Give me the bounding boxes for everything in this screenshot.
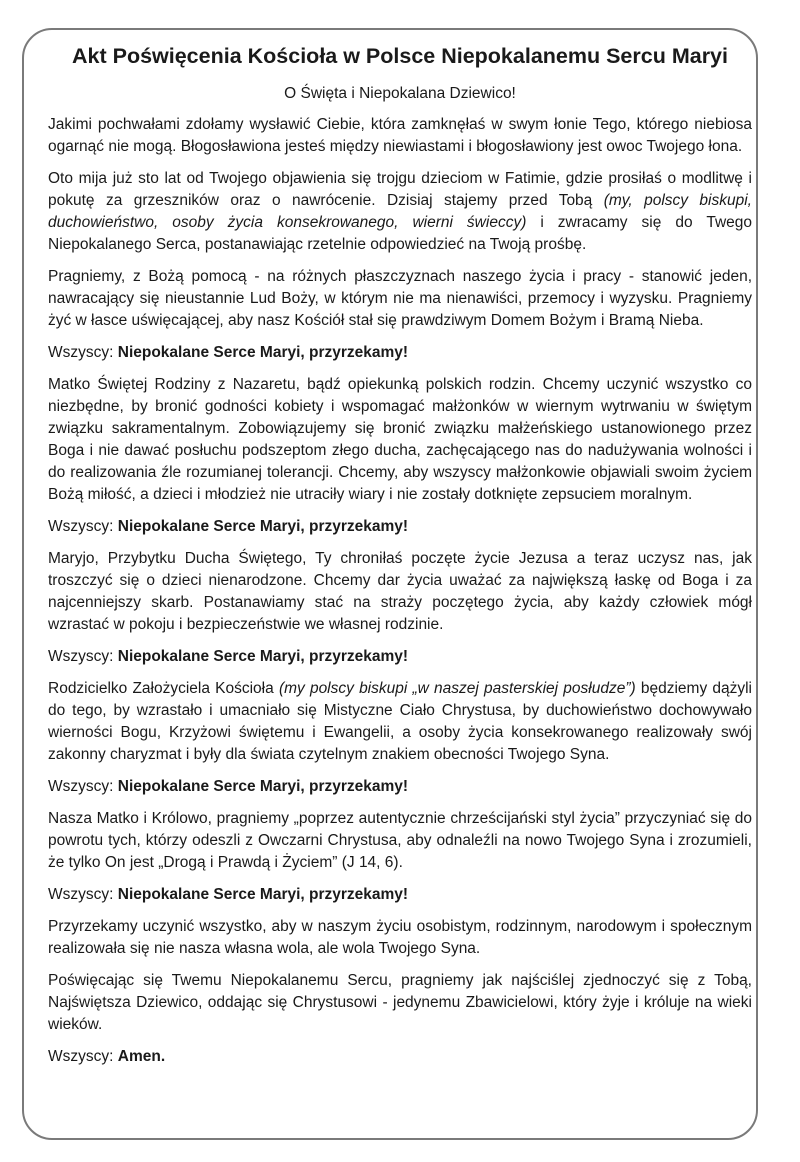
paragraph-2-text: Oto mija już sto lat od Twojego objawienia się trojgu dzieciom w Fatimie, gdzie prosiłaś o modlitwę i pokutę za grzeszników oraz o nawrócenie. Dzisiaj stajemy przed Tobą [48,170,752,209]
paragraph-2 [48,168,752,256]
paragraph-6-text: Rodzicielko Założyciela Kościoła [48,680,279,697]
refrain-text: Niepokalane Serce Maryi, przyrzekamy! [117,778,409,795]
refrain-speaker: Wszyscy: [48,778,114,795]
refrain-text: Niepokalane Serce Maryi, przyrzekamy! [117,648,409,665]
paragraph-8: Przyrzekamy uczynić wszystko, aby w naszym życiu osobistym, rodzinnym, narodowym i społecznym realizowała się nie nasza własna wola, ale wola Twojego Syna. [48,918,752,957]
paragraph-6-text-end: będziemy dążyli do tego, by wzrastało i umacniało się Mistyczne Ciało Chrystusa, by duchowieństwo dochowywało wierności Bogu, Krzyżowi świętemu i Ewangelii, a osoby życia konsekrowanego realizowały swój zakonny charyzmat i były dla świata czytelnym znakiem obecności Twojego Syna. [48,680,753,763]
paragraph-2-text-end: i zwracamy się do Twego Niepokalanego Serca, postanawiając rzetelnie odpowiedzieć na Twoją prośbę. [48,214,752,253]
refrain-speaker: Wszyscy: [48,648,114,665]
invocation: O Święta i Niepokalana Dziewico! [284,85,516,102]
refrain-5 [48,884,752,906]
paragraph-3: Pragniemy, z Bożą pomocą - na różnych płaszczyznach naszego życia i pracy - stanowić jeden, nawracający się nieustannie Lud Boży, w którym nie ma nienawiści, przemocy i wyzysku. Pragniemy żyć w łasce uświęcającej, aby nasz Kościół stał się prawdziwym Domem Bożym i Bramą Nieba. [48,268,752,329]
paragraph-6-italic: (my polscy biskupi „w naszej pasterskiej posłudze”) [278,680,636,697]
refrain-text: Niepokalane Serce Maryi, przyrzekamy! [117,886,409,903]
refrain-speaker: Wszyscy: [48,1048,114,1065]
paragraph-9: Poświęcając się Twemu Niepokalanemu Sercu, pragniemy jak najściślej zjednoczyć się z Tobą, Najświętsza Dziewico, oddając się Chrystusowi - jedynemu Zbawicielowi, który żyje i króluje na wieki wieków. [48,972,752,1033]
refrain-2 [48,516,752,538]
refrain-speaker: Wszyscy: [48,886,114,903]
refrain-4 [48,776,752,798]
paragraph-2-italic: (my, polscy biskupi, duchowieństwo, osoby życia konsekrowanego, wierni świeccy) [48,192,752,231]
refrain-3 [48,646,752,668]
paragraph-6 [48,678,752,766]
final-refrain-text: Amen. [117,1048,166,1065]
final-refrain [48,1046,752,1068]
refrain-1 [48,342,752,364]
paragraph-7: Nasza Matko i Królowo, pragniemy „poprzez autentycznie chrześcijański styl życia” przyczyniać się do powrotu tych, którzy odeszli z Owczarni Chrystusa, aby odnaleźli na nowo Twojego Syna i zrozumieli, że tylko On jest „Drogą i Prawdą i Życiem” (J 14, 6). [48,810,752,871]
refrain-speaker: Wszyscy: [48,518,114,535]
paragraph-4: Matko Świętej Rodziny z Nazaretu, bądź opiekunką polskich rodzin. Chcemy uczynić wszystko co niezbędne, by bronić godności kobiety i wspomagać małżonków w wiernym wytrwaniu w świętym związku sakramentalnym. Zobowiązujemy się bronić związku małżeńskiego ustanowionego przez Boga i nie dawać posłuchu podszeptom złego ducha, zachęcającego nas do nadużywania wolności i do realizowania źle rozumianej tolerancji. Chcemy, aby wszyscy małżonkowie objawiali swoim życiem Bożą miłość, a dzieci i młodzież nie utraciły wiary i nie zostały dotknięte zepsuciem moralnym. [48,376,752,503]
refrain-speaker: Wszyscy: [48,344,114,361]
refrain-text: Niepokalane Serce Maryi, przyrzekamy! [117,344,409,361]
paragraph-5: Maryjo, Przybytku Ducha Świętego, Ty chroniłaś poczęte życie Jezusa a teraz uczysz nas, jak troszczyć się o dzieci nienarodzone. Chcemy dar życia uważać za największą łaskę od Boga i za najcenniejszy skarb. Postanawiamy stać na straży poczętego życia, aby każdy człowiek mógł wzrastać w pokoju i bezpieczeństwie we własnej rodzinie. [48,550,752,633]
document-body [48,44,752,1078]
refrain-text: Niepokalane Serce Maryi, przyrzekamy! [117,518,409,535]
document-title: Akt Poświęcenia Kościoła w Polsce Niepokalanemu Sercu Maryi [71,44,728,68]
paragraph-1: Jakimi pochwałami zdołamy wysławić Ciebie, która zamknęłaś w swym łonie Tego, którego niebiosa ogarnąć nie mogą. Błogosławiona jesteś między niewiastami i błogosławiony jest owoc Twojego łona. [48,116,752,155]
